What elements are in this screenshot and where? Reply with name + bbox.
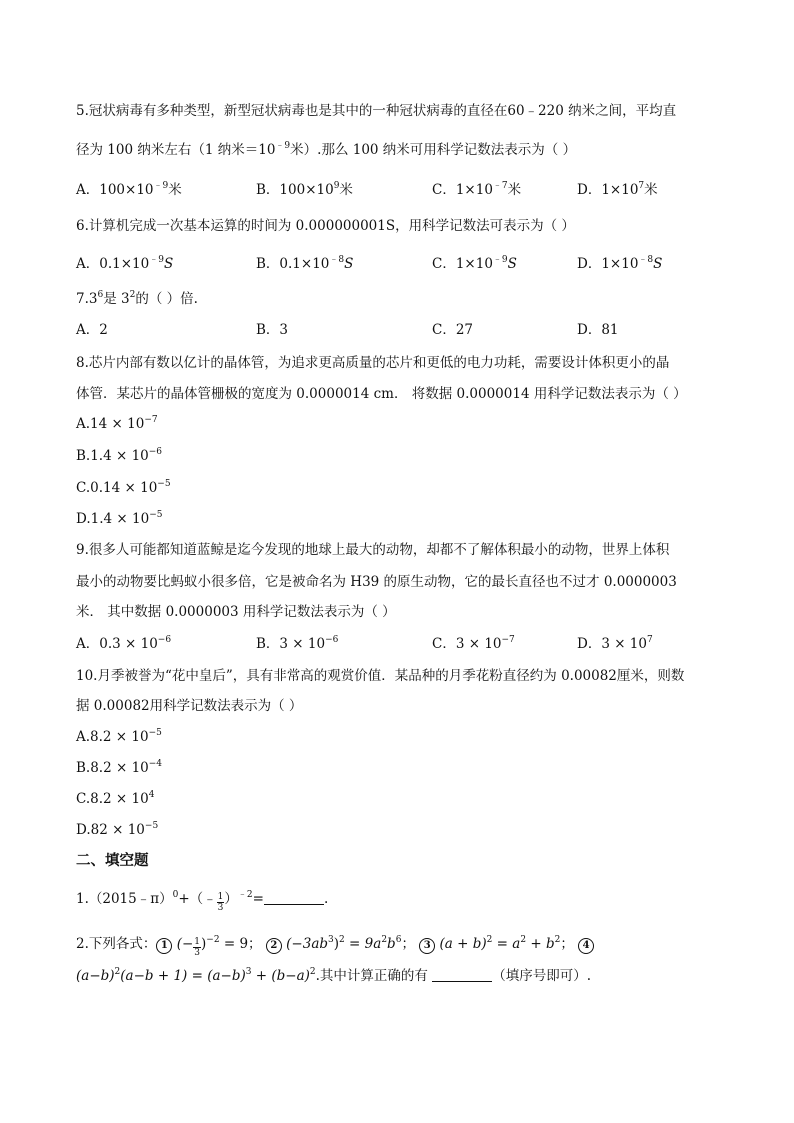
q5-line1: 5.冠状病毒有多种类型，新型冠状病毒也是其中的一种冠状病毒的直径在60﹣220 纳米之间，平均直 [76, 103, 677, 119]
fill-question-2-line1: 2.下列各式： 1 (− $\frac{1}{3}$ )$^{-2}$ = 9； 2 $(-3ab^3)^2 = 9a^2b^6$； 3 $(a + b)^2 = a^2 + b^2$； 4 [76, 934, 594, 958]
q6-option-b: B．$0.1\times 10^{﹣8}S$ [256, 255, 354, 272]
q5-option-d: D．$1\times 10^7$米 [577, 181, 658, 198]
q10-line2: 据 0.00082用科学记数法表示为（ ） [76, 698, 303, 714]
q10-option-b: $B.8.2 \times 10^{-4}$ [76, 759, 163, 776]
q9-line3: 米． 其中数据 0.0000003 用科学记数法表示为（ ） [76, 604, 396, 620]
q8-option-b: $B.1.4 \times 10^{-6}$ [76, 447, 163, 464]
q8-line1: 8.芯片内部有数以亿计的晶体管，为追求更高质量的芯片和更低的电力功耗，需要设计体积更小的晶 [76, 355, 670, 371]
q10-line1: 10.月季被誉为“花中皇后”，具有非常高的观赏价值．某品种的月季花粉直径约为 0.00082厘米，则数 [76, 668, 685, 684]
q9-line2: 最小的动物要比蚂蚁小很多倍，它是被命名为 H39 的原生动物，它的最长直径也不过才 0.0000003 [76, 574, 677, 590]
answer-blank-1[interactable] [264, 890, 324, 905]
circled-number-4: 4 [578, 938, 594, 954]
fraction-one-third: $\frac{1}{3}$ [217, 892, 224, 913]
q6-option-a: A．$0.1\times 10^{﹣9}S$ [76, 255, 174, 272]
q8-option-a: $A.14 \times 10^{-7}$ [76, 415, 158, 432]
q8-line2: 体管．某芯片的晶体管栅极的宽度为 0.0000014 cm． 将数据 0.0000014 用科学记数法表示为（ ） [76, 386, 687, 402]
q10-option-c: $C.8.2 \times 10^4$ [76, 790, 155, 807]
q5-option-b: B．$100\times 10^9$米 [256, 181, 353, 198]
circled-number-1: 1 [156, 938, 172, 954]
q7-line1: $7.3^6$是 $3^2$的（ ）倍. [76, 290, 198, 307]
q5-line2: 径为 100 纳米左右（1 纳米$=10^{﹣9}$米）.那么 100 纳米可用科学记数法表示为（ ） [76, 141, 577, 158]
circled-number-3: 3 [419, 938, 435, 954]
q9-option-c: C．$3 \times 10^{-7}$ [432, 635, 515, 652]
q9-option-d: D．$3 \times 10^7$ [577, 635, 653, 652]
q9-option-b: B．$3 \times 10^{-6}$ [256, 635, 339, 652]
circled-number-2: 2 [266, 938, 282, 954]
q10-option-a: $A.8.2 \times 10^{-5}$ [76, 728, 162, 745]
answer-blank-2[interactable] [432, 967, 492, 982]
fraction-one-third-2: $\frac{1}{3}$ [194, 937, 201, 958]
q6-option-d: D．$1\times 10^{﹣8}S$ [577, 255, 663, 272]
fill-question-1: 1.（2015﹣π）$^0$+（﹣ $\frac{1}{3}$ ）$^{﹣2}$= . [76, 890, 329, 913]
q7-option-b: B．3 [256, 322, 289, 338]
q8-option-d: $D.1.4 \times 10^{-5}$ [76, 510, 163, 527]
q9-option-a: A．$0.3 \times 10^{-6}$ [76, 635, 172, 652]
section-heading-fill-in: 二、填空题 [76, 853, 149, 869]
q5-option-a: A．$100\times 10^{﹣9}$米 [76, 181, 182, 198]
q10-option-d: $D.82 \times 10^{-5}$ [76, 821, 159, 838]
q6-option-c: C．$1\times 10^{﹣9}S$ [432, 255, 517, 272]
q7-option-c: C．27 [432, 322, 474, 338]
fill-question-2-line2: $(a-b)^2(a-b + 1) = (a-b)^3 + (b-a)^2$.其中计算正确的有 （填序号即可）. [76, 967, 592, 984]
q8-option-c: $C.0.14 \times 10^{-5}$ [76, 479, 171, 496]
q9-line1: 9.很多人可能都知道蓝鲸是迄今发现的地球上最大的动物，却都不了解体积最小的动物，世界上体积 [76, 542, 670, 558]
q5-option-c: C．$1\times 10^{﹣7}$米 [432, 181, 522, 198]
q7-option-d: D．81 [577, 322, 619, 338]
q6-line1: 6.计算机完成一次基本运算的时间为 0.000000001S，用科学记数法可表示为（ ） [76, 218, 575, 234]
q7-option-a: A．2 [76, 322, 108, 338]
